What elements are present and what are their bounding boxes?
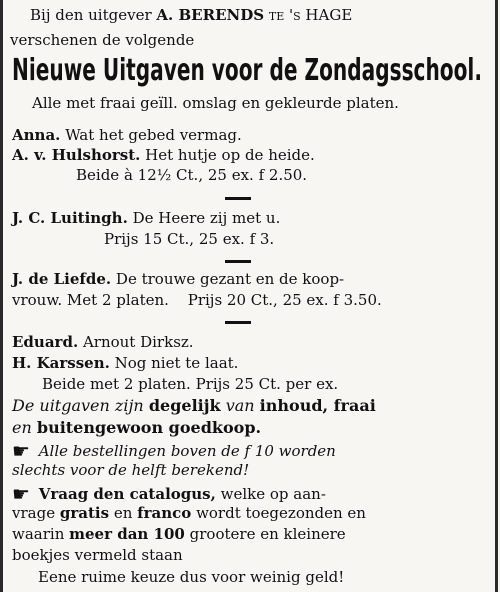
notice2-l2b: gratis	[59, 504, 110, 522]
notice2-line3	[12, 527, 346, 542]
notice2-l3b: meer dan 100	[69, 525, 185, 543]
group1-item1-title: Wat het gebed vermag.	[65, 126, 242, 144]
group1-price: Beide à 12½ Ct., 25 ex. f 2.50.	[76, 166, 308, 184]
publisher-name: A. BERENDS	[156, 6, 265, 24]
notice2-l2a: vrage	[12, 504, 56, 522]
headline: Nieuwe Uitgaven voor de Zondagsschool.	[12, 53, 482, 88]
group1-item1-author: Anna.	[12, 126, 61, 144]
quality-line-2	[12, 420, 261, 436]
notice1-line1	[12, 441, 336, 461]
group4-item1-title: Arnout Dirksz.	[82, 333, 194, 351]
separator-dash	[225, 260, 251, 263]
group1-item2-title: Het hutje op de heide.	[145, 146, 315, 164]
group1-item1	[12, 128, 242, 143]
quality-w4: inhoud, fraai	[259, 396, 376, 415]
group2-item	[12, 211, 280, 226]
notice2-l2c: en	[113, 504, 133, 522]
notice2-l2e: wordt toegezonden en	[196, 504, 366, 522]
group4-item2-title: Nog niet te laat.	[114, 354, 239, 372]
notice2-line4: boekjes vermeld staan	[12, 546, 183, 564]
group2-price: Prijs 15 Ct., 25 ex. f 3.	[104, 230, 275, 248]
group4-item2-author: H. Karssen.	[12, 354, 110, 372]
separator-dash	[225, 321, 251, 324]
quality-w3: van	[225, 396, 255, 415]
quality-w2: degelijk	[148, 396, 221, 415]
group4-item1	[12, 335, 194, 350]
group3-item-cont	[12, 293, 382, 308]
group1-item2-author: A. v. Hulshorst.	[12, 146, 141, 164]
notice2-head: Vraag den catalogus,	[38, 485, 216, 503]
group3-price: Prijs 20 Ct., 25 ex. f 3.50.	[187, 291, 382, 309]
notice1-line2: slechts voor de helft berekend!	[12, 461, 250, 479]
closing-line: Eene ruime keuze dus voor weinig geld!	[38, 568, 345, 586]
group3-title: De trouwe gezant en de koop-	[115, 270, 345, 288]
group4-item2	[12, 356, 238, 371]
publisher-line	[30, 8, 352, 23]
subheadline: Alle met fraai geïll. omslag en gekleurde platen.	[32, 94, 399, 112]
pointing-hand-icon: ☛	[12, 439, 30, 463]
notice2-line1	[12, 484, 326, 504]
intro-line: verschenen de volgende	[10, 31, 195, 49]
publisher-place: te 's HAGE	[268, 6, 353, 24]
left-border-rule	[0, 0, 3, 592]
group1-item2	[12, 148, 315, 163]
notice2-l3a: waarin	[12, 525, 65, 543]
group2-title: De Heere zij met u.	[132, 209, 281, 227]
group3-item	[12, 272, 344, 287]
group3-author: J. de Liefde.	[12, 270, 112, 288]
publisher-prefix: Bij den uitgever	[30, 6, 152, 24]
quality-w6: buitengewoon goedkoop.	[36, 418, 262, 437]
notice2-line2	[12, 506, 366, 521]
notice2-l2d: franco	[137, 504, 192, 522]
group4-item1-author: Eduard.	[12, 333, 79, 351]
quality-w1: De uitgaven zijn	[12, 396, 144, 415]
notice2-l3c: grootere en kleinere	[189, 525, 346, 543]
notice2-line1-rest: welke op aan-	[220, 485, 326, 503]
pointing-hand-icon: ☛	[12, 482, 30, 506]
group2-author: J. C. Luitingh.	[12, 209, 128, 227]
right-border-rule	[495, 0, 498, 592]
quality-w5: en	[12, 418, 32, 437]
separator-dash	[225, 197, 251, 200]
group4-price: Beide met 2 platen. Prijs 25 Ct. per ex.	[42, 375, 339, 393]
quality-line-1	[12, 398, 376, 414]
notice1-text1: Alle bestellingen boven de f 10 worden	[38, 442, 336, 460]
group3-title-cont: vrouw. Met 2 platen.	[12, 291, 169, 309]
